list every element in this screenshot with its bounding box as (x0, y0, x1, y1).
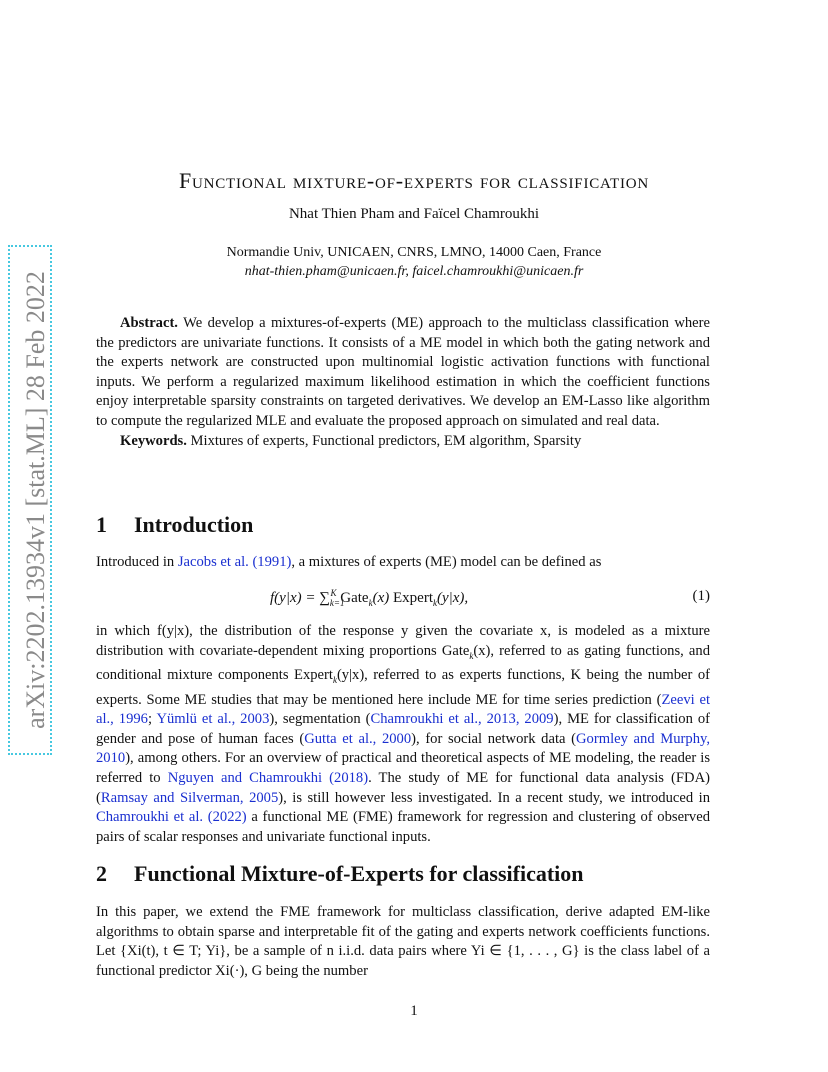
keywords-text: Mixtures of experts, Functional predictors, EM algorithm, Sparsity (190, 432, 582, 449)
citation-jacobs[interactable]: Jacobs et al. (1991) (177, 554, 292, 570)
intro-text-2: , a mixtures of experts (ME) model can be defined as (291, 554, 602, 570)
intro-paragraph (96, 553, 710, 573)
paper-affiliation: Normandie Univ, UNICAEN, CNRS, LMNO, 14000 Caen, France (226, 245, 602, 260)
keywords-label: Keywords. (120, 432, 187, 449)
abstract-label: Abstract. (120, 315, 178, 331)
s1-text-5: ), segmentation ( (269, 711, 371, 728)
s1-text-4: ; (147, 711, 157, 728)
section-1-number: 1 (96, 512, 107, 537)
paper-title (0, 168, 828, 194)
equation-1-formula: $f(y|x) = \sum_{k=1}^K$ Gate$_k$(x) Expert$_k$(y|x), (270, 588, 469, 608)
section-2-number: 2 (96, 861, 107, 886)
s1-text-1: in which f(y|x), the distribution of the response y given the covariate x, is modeled as a mixture distribution with covariate-dependent mixing proportions Gate (96, 623, 710, 659)
paper-authors: Nhat Thien Pham and Faïcel Chamroukhi (288, 206, 540, 222)
equation-1-number: (1) (692, 588, 710, 604)
section-2-body (96, 903, 710, 981)
section-1-title: Introduction (134, 512, 254, 537)
s1-text-9: . The study of ME for functional data analysis (FDA) ( (96, 769, 710, 806)
page-number: 1 (410, 1003, 418, 1019)
citation-nguyen[interactable]: Nguyen and Chamroukhi (2018) (167, 769, 369, 786)
section-1-body (96, 622, 710, 847)
arxiv-identifier[interactable]: arXiv:2202.13934v1 [stat.ML] 28 Feb 2022 (21, 271, 50, 729)
citation-gutta[interactable]: Gutta et al., 2000 (304, 730, 412, 747)
abstract-text: We develop a mixtures-of-experts (ME) approach to the multiclass classification where the predictors are univariate functions. It consists of a ME model in which both the gating network and the experts network are constructed upon multinomial logistic activation functions with functional inputs. We perform a regularized maximum likelihood estimation in which the coefficient functions enjoy interpretable sparsity constraints on targeted derivatives. We develop an EM-Lasso like algorithm to compute the regularized MLE and evaluate the proposed approach on simulated and real data. (96, 315, 710, 429)
section-1-paragraph: in which f(y|x), the distribution of the response y given the covariate x, is modeled as a mixture distribution with covariate-dependent mixing proportions Gate$_k$(x), referred to as gating functions, and conditional mixture components Expert$_k$(y|x), referred to as experts functions, K being the number of experts. Some ME studies that may be mentioned here include ME for time series prediction (Zeevi et al., 1996; Yümlü et al., 2003), segmentation (Chamroukhi et al., 2013, 2009), ME for classification of gender and pose of human faces (Gutta et al., 2000), for social network data (Gormley and Murphy, 2010), among others. For an overview of practical and theoretical aspects of ME modeling, the reader is referred to Nguyen and Chamroukhi (2018). The study of ME for functional data analysis (FDA) (Ramsay and Silverman, 2005), is still however less investigated. In a recent study, we introduced in Chamroukhi et al. (2022) a functional ME (FME) framework for regression and clustering of observed pairs of scalar responses and univariate functional inputs. (96, 623, 711, 845)
s1-text-7: ), for social network data ( (411, 730, 577, 747)
section-2-paragraph: In this paper, we extend the FME framework for multiclass classification, derive adapted EM-like algorithms to obtain sparse and interpretable fit of the gating and experts network coefficients functions. Let {Xi(t), t ∈ T; Yi}, be a sample of n i.i.d. data pairs where Yi ∈ {1, . . . , G} is the class label of a functional predictor Xi(·), G being the number (96, 904, 710, 979)
intro-text-1: Introduced in (96, 554, 178, 570)
citation-yumlu[interactable]: Yümlü et al., 2003 (156, 711, 270, 728)
equation-1 (96, 588, 710, 610)
citation-gormley[interactable]: Gormley and Murphy, 2010 (96, 730, 711, 767)
paper-title-text: Functional mixture-of-experts for classification (178, 168, 650, 193)
section-1-intro (96, 553, 710, 573)
s1-text-3: (y|x), referred to as experts functions, K being the number of experts. Some ME studies that may be mentioned here include ME for time series prediction ( (96, 667, 710, 708)
s1-text-6: ), ME for classification of gender and pose of human faces ( (96, 711, 710, 747)
section-1-heading (96, 512, 253, 538)
abstract-block (96, 314, 710, 451)
abstract-paragraph (96, 314, 710, 432)
citation-zeevi[interactable]: Zeevi et al., 1996 (96, 691, 711, 728)
section-2-heading (96, 861, 584, 887)
citation-chamroukhi-2013[interactable]: Chamroukhi et al., 2013, 2009 (370, 711, 554, 728)
keywords-paragraph (96, 432, 710, 452)
s1-text-11: a functional ME (FME) framework for regression and clustering of observed pairs of scalar responses and univariate functional inputs. (96, 809, 710, 845)
s1-text-8: ), among others. For an overview of practical and theoretical aspects of ME modeling, the reader is referred to (96, 750, 710, 786)
section-2-title: Functional Mixture-of-Experts for classification (134, 861, 584, 886)
citation-chamroukhi-2022[interactable]: Chamroukhi et al. (2022) (96, 809, 247, 826)
s1-text-2: (x), referred to as gating functions, and conditional mixture components Expert (96, 642, 710, 684)
paper-emails: nhat-thien.pham@unicaen.fr, faicel.chamroukhi@unicaen.fr (244, 264, 584, 279)
citation-ramsay[interactable]: Ramsay and Silverman, 2005 (100, 789, 279, 806)
paper-affiliation-block (0, 243, 828, 281)
s1-text-10: ), is still however less investigated. In a recent study, we introduced in (278, 789, 710, 806)
